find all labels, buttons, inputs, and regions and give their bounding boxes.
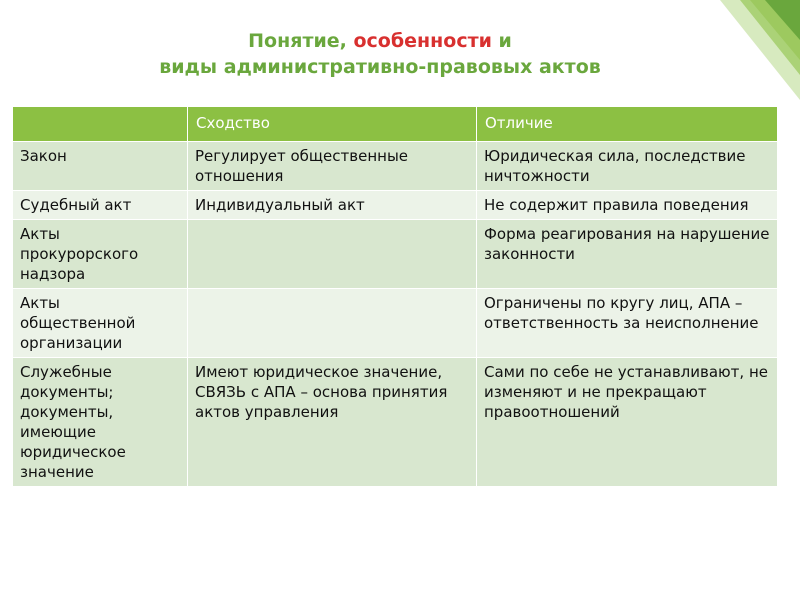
similarity-cell: [188, 220, 477, 289]
title-accent: особенности: [353, 30, 492, 52]
similarity-cell: Имеют юридическое значение, СВЯЗЬ с АПА – основа принятия актов управления: [188, 358, 477, 487]
row-label: Закон: [13, 142, 188, 191]
row-label: Акты общественной организации: [13, 289, 188, 358]
decorative-chevrons: [680, 0, 800, 110]
table-header-row: [13, 107, 778, 142]
table-row: [13, 191, 778, 220]
difference-cell: Не содержит правила поведения: [477, 191, 778, 220]
row-label: Судебный акт: [13, 191, 188, 220]
title-part-2: и: [491, 30, 512, 52]
row-label: Служебные документы; документы, имеющие юридическое значение: [13, 358, 188, 487]
header-cell-difference: Отличие: [477, 107, 778, 142]
similarity-cell: [188, 289, 477, 358]
header-cell-empty: [13, 107, 188, 142]
title-line-1: [100, 28, 660, 54]
table-row: [13, 142, 778, 191]
similarity-cell: Регулирует общественные отношения: [188, 142, 477, 191]
title-part-1: Понятие,: [248, 30, 354, 52]
similarity-cell: Индивидуальный акт: [188, 191, 477, 220]
comparison-table: [12, 106, 778, 487]
difference-cell: Сами по себе не устанавливают, не изменяют и не прекращают правоотношений: [477, 358, 778, 487]
header-cell-similarity: Сходство: [188, 107, 477, 142]
row-label: Акты прокурорского надзора: [13, 220, 188, 289]
table-row: [13, 220, 778, 289]
title-line-2: виды административно-правовых актов: [159, 56, 601, 78]
difference-cell: Ограничены по кругу лиц, АПА –ответственность за неисполнение: [477, 289, 778, 358]
difference-cell: Форма реагирования на нарушение законности: [477, 220, 778, 289]
table-row: [13, 289, 778, 358]
slide-title: [100, 28, 660, 80]
table-row: [13, 358, 778, 487]
difference-cell: Юридическая сила, последствие ничтожности: [477, 142, 778, 191]
